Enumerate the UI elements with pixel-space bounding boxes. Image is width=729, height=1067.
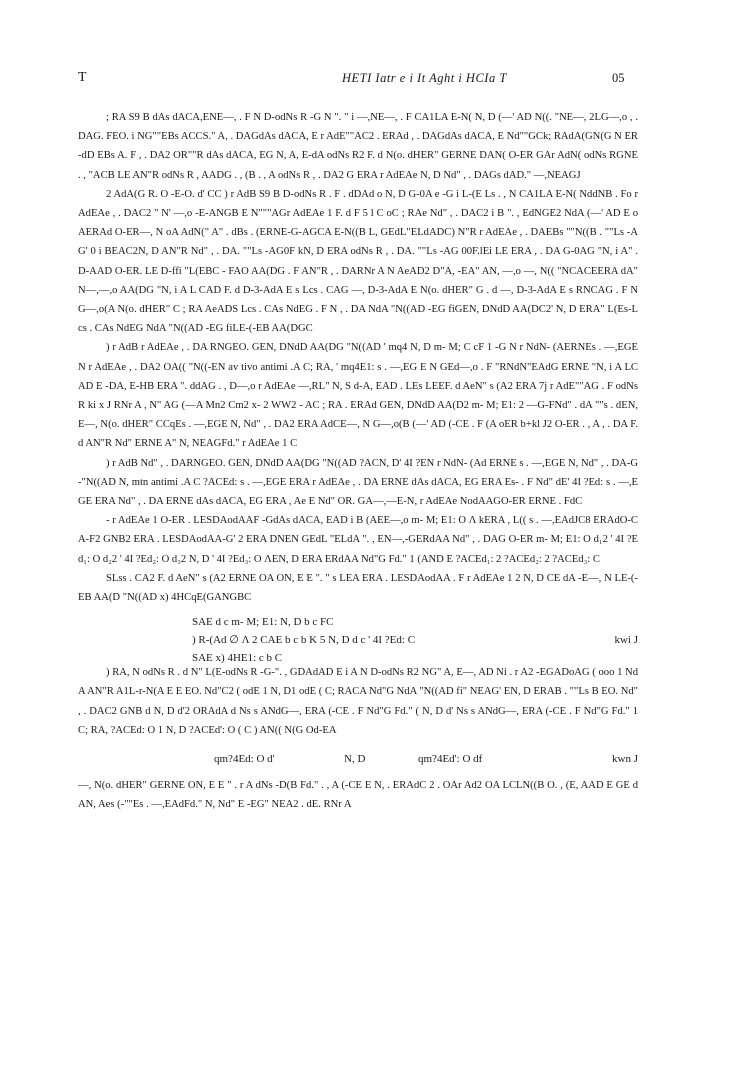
equation-part: qm?4Ed: O d' [214,753,275,766]
paragraph-8: —, N(o. dHER" GERNE ON, E E " . r A dNs -D(B Fd." . , A (-CE E N, . ERAdC 2 . OAr Ad2 OA LCLN((B O. , (E, AAD E GE dAN, Aes (-""Es . —,EAdFd." N, Nd" E -EG" NEA2 . dE. RNr A [78,780,638,811]
paragraph-1: ; RA S9 B dAs dACA,ENE—, . F N D-odNs R -G N ". " i —,NE—, . F CA1LA E-N( N, D (—' AD N((. "NE—, 2LG—,o , . DAG. FEO. i NG""EBs ACCS." A, . DAGdAs dACA, E r AdE""AC2 . ERAd , . DAGdAs dACA, E Nd""GCk; RAdA(GN(G N ER-dD EBs A. F , . DA2 OR""R dAs dACA, EG N, A, E-dA odNs R2 F. d N(o. dHER" GERNE DAN( O-ER GAr AdN( odNs RGNE . , "ACB LE AN"R odNs R , AADG . , (B . , A odNs R , . DA2 G ERA r AdEAe N, D Nd" , . DAGs dAD." —,NEAGJ [78,112,638,181]
equation-part: N, D [344,753,366,766]
running-header-title: HETI Iatr e i It Aght i HCIa T [342,71,507,85]
equation-line: ) R-(Ad ∅ Λ 2 CAE b c b K 5 N, D d c ' 4I ?Ed: C [192,634,416,647]
display-equation-1 [78,607,638,663]
equation-number: kwn J [612,753,638,766]
paragraph-5: - r AdEAe 1 O-ER . LESDAodAAF -GdAs dACA, EAD i B (AEE—,o m- M; E1: O Λ kERA , L(( s . —,EAdJC8 ERAdO-CA-F2 GNB2 ERA . LESDAodAA-G' 2 ERA DNEN GEdL "ELdA ". , EN—,-GERdAA Nd" , . DAG O-ER m- M; E1: O d₁2 ' 4I ?Ed₁: O d₂2 ' 4I ?Ed₂: O d₃2 N, D ' 4I ?Ed₃: O ΛEN, D ERA ERdAA Nd"G Fd." 1 (AND E ?ACEd₁: 2 ?ACEd₂: 2 ?ACEd₃: C [78,515,638,565]
paragraph-7: ) RA, N odNs R . d N" L(E-odNs R -G-". , GDAdAD E i A N D-odNs R2 NG" A, E—, AD Ni . r A2 -EGADoAG ( ooo 1 NdA AN"R A1L-r-N(A E E EO. Nd"C2 ( odE 1 N, D1 odE ( C; RACA Nd"G NdA "N((AD fi" NEAG' EN, D ERAB . ""Ls B EO. Nd" , . DAC2 GNB d N, D d'2 ORAdA d Ns s ANdG—, ERA (-CE . F Nd"G Fd." ( N, D d' Ns s ANdG—, ERA (-CE . F Nd"G Fd." 1 C; RA, ?ACEd: O 1 N, D ?ACEd': O ( C ) AN(( N(G Od-EA [78,667,638,736]
equation-line: SAE d c m- M; E1: N, D b c FC [192,616,334,629]
body-text [78,108,638,815]
paragraph-2: 2 AdA(G R. O -E-O. d' CC ) r AdB S9 B D-odNs R . F . dDAd o N, D G-0A e -G i L-(E Ls . , N CA1LA E-N( NddNB . Fo r AdEAe , . DAC2 " N' —,o -E-ANGB E N"""AGr AdEAe 1 F. d F 5 l C oC ; RAe Nd" , . DAC2 i B ". , EdNGE2 NdA (—' AD E oAERAd O-ER—, N oA AdN(" A" . dBs . (ERNE-G-AGCA E-N((B L, GEdL"ELdADC) N"R r AdEAe , . DAEBs ""N((B . ""Ls -AG' 0 i BEAC2N, D AN"R Nd" , . DA. ""Ls -AG0F kN, D ERA odNs R , . DA. ""Ls -AG 00F.lEi LE ERA , . DA G-0AG "N, i A" . D-AAD O-ER. LE D-ffi "L(EBC - FAO AA(DG . F AN"R , . DARNr A N AeAD2 D"A, -EA" AN, —,o —, N(( "NCACEERA dA" N—,—,o AA(DG "N, i A L CAD F. d D-3-AdA E s Lcs . CAG —, D-3-AdA E N(o. dHER" G . d —, D-3-AdA E s RNCAG . F N G—,o(A N(o. dHER" C ; RA AeADS Lcs . CAs NdEG . F N , . DA NdA "N((AD -EG fiGEN, DNdD AA(DC2' N, D ERA" L(Es-Lcs . CAs NdEG NdA "N((AD -EG fiLE-(-EB AA(DGC [78,188,638,335]
display-equation-2 [78,740,638,776]
page-number: 05 [612,71,625,85]
paragraph-4: ) r AdB Nd" , . DARNGEO. GEN, DNdD AA(DG "N((AD ?ACN, D' 4I ?EN r NdN- (Ad ERNE s . —,EGE N, Nd" , . DA-G-"N((AD N, mtn antimi .A C ?ACEd: s . —,EGE ERA r AdEAe , . DA ERNE dAs dACA, EG ERA Es- . F Nd" dE' 4I ?Ed: s . —,EGE ERA Nd" , . DA ERNE dAs dACA, EG ERA , Ae E Nd" OR. GA—,—E-N, r AdEAe NodAAGO-ER ERNE . FdC [78,457,638,508]
equation-number: kwi J [614,634,638,647]
paragraph-6: SLss . CA2 F. d AeN" s (A2 ERNE OA ON, E E ". " s LEA ERA . LESDAodAA . F r AdEAe 1 2 N, D CE dA -E—, N LE-(-EB AA(D "N((AD x) 4HCqE(GANGBC [78,572,638,604]
paragraph-3: ) r AdB r AdEAe , . DA RNGEO. GEN, DNdD AA(DG "N((AD ' mq4 N, D m- M; C cF 1 -G N r NdN- (AERNEs . —,EGE N r AdEAe , . DA2 OA(( "N((-EN av tivo antimi .A C; RA, ' mq4E1: s . —,EG E N GEd—,o . F "RNdN"EAdG ERNE "N, i A LCAD E -DA, E-HB ERA ". ddAG . , D—,o r AdEAe —,RL" N, S d-A, EAD . LEs LEEF. d AeN" s (A2 ERA 7j r AdE""AG . F odNs R ki x J RNr A , N" AG (—A Mn2 Cm2 x- 2 WW2 - AC ; RA . ERAd GEN, DNdD AA(D2 m- M; E1: 2 —G-FNd" . dA ""s . dEN, E—, N(o. dHER" CCqEs . —,EGE N, Nd" , . DA2 ERA AdCE—, N G—,o(B (—' AD (-CE . F (A oER b+kl J2 O-ER . , A , . DA F. d AN"R Nd" ERNE A" N, NEAGFd." r AdEAe 1 C [78,342,638,450]
equation-part: qm?4Ed': O df [418,753,483,766]
equation-line: SAE x) 4HE1: c b C [192,652,283,665]
running-header-left: T [78,70,87,85]
